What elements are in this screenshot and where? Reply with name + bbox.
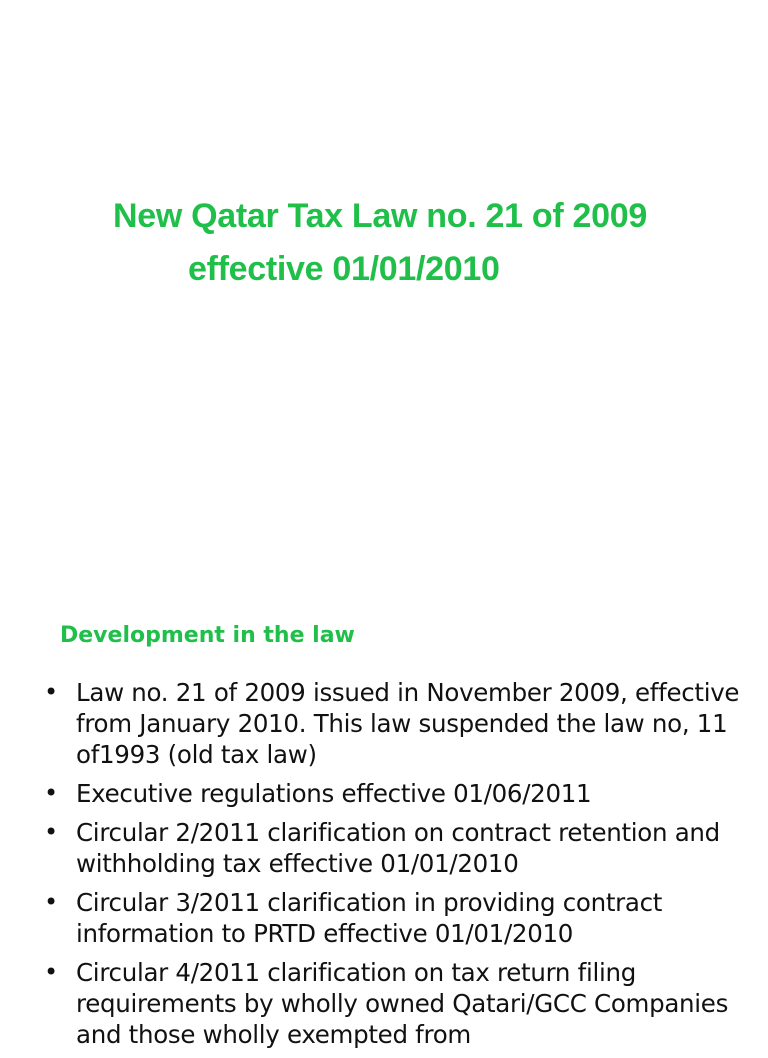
slide-title-line-2: effective 01/01/2010 [188, 250, 500, 288]
bullet-icon: • [44, 818, 58, 846]
content-slide [0, 576, 768, 1049]
bullet-icon: • [44, 888, 58, 916]
bullet-icon: • [44, 779, 58, 807]
bullet-text: Circular 4/2011 clarification on tax return filing requirements by wholly owned Qatari/GCC Companies and those wholly exempted from [76, 958, 729, 1049]
bullet-icon: • [44, 678, 58, 706]
bullet-text: Circular 3/2011 clarification in providing contract information to PRTD effective 01/01/2010 [76, 888, 663, 948]
bullet-item [44, 677, 744, 770]
bullet-item [44, 957, 744, 1050]
bullet-text: Executive regulations effective 01/06/2011 [76, 779, 592, 808]
bullet-item [44, 887, 744, 949]
bullet-text: Law no. 21 of 2009 issued in November 2009, effective from January 2010. This law suspended the law no, 11 of1993 (old tax law) [76, 678, 740, 769]
bullet-item [44, 817, 744, 879]
bullet-text: Circular 2/2011 clarification on contract retention and withholding tax effective 01/01/2010 [76, 818, 720, 878]
bullet-item [44, 778, 744, 809]
bullet-list [44, 677, 744, 1058]
section-heading: Development in the law [60, 623, 355, 648]
slide-title-line-1: New Qatar Tax Law no. 21 of 2009 [113, 197, 647, 235]
bullet-icon: • [44, 958, 58, 986]
